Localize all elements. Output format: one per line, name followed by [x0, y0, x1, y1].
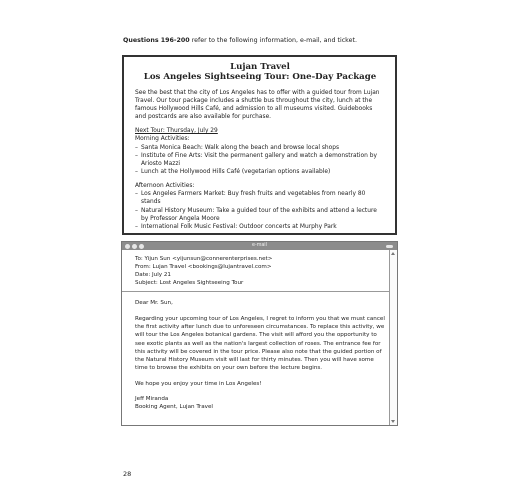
email-title-bar: [122, 242, 397, 250]
next-tour-date: Next Tour: Thursday, July 29: [135, 128, 218, 135]
tour-name: Los Angeles Sightseeing Tour: One-Day Package: [143, 71, 377, 82]
email-greeting: Dear Mr. Sun,: [135, 300, 173, 307]
tour-description: See the best that the city of Los Angeles has to offer with a guided tour from Lujan Travel. Our tour package includes a shuttle bus throughout the city, lunch at the famous Hollywood Hills Café, and admission to all museums visited. Guidebooks and postcards are also available for purchase.: [135, 89, 380, 121]
email-window-title: e-mail: [252, 243, 267, 248]
company-name: Lujan Travel: [230, 62, 290, 72]
question-range: Questions 196-200: [123, 37, 190, 44]
list-item: – International Folk Music Festival: Outdoor concerts at Murphy Park: [135, 223, 337, 230]
email-body: [122, 292, 397, 411]
window-toolbar-button-icon[interactable]: [386, 245, 393, 248]
page-number: 28: [123, 470, 132, 478]
list-item: – Institute of Fine Arts: Visit the permanent gallery and watch a demonstration by Ariosto Mazzi: [135, 152, 377, 167]
email-date: Date: July 21: [135, 272, 171, 279]
list-item: – Natural History Museum: Take a guided tour of the exhibits and attend a lecture by Professor Angela Moore: [135, 207, 377, 222]
morning-heading: Morning Activities:: [135, 136, 190, 143]
email-window: [121, 241, 398, 426]
tour-information-box: [122, 55, 397, 235]
email-paragraph: We hope you enjoy your time in Los Angeles!: [135, 380, 262, 387]
signature-title: Booking Agent, Lujan Travel: [135, 404, 213, 411]
signature-name: Jeff Miranda: [135, 395, 169, 402]
question-intro: [123, 37, 357, 44]
email-subject: Subject: Lost Angeles Sightseeing Tour: [135, 280, 244, 287]
email-to: To: Yijun Sun <yijunsun@connerenterprises.net>: [135, 256, 273, 262]
question-intro-text: refer to the following information, e-mail, and ticket.: [189, 37, 357, 44]
email-scrollbar[interactable]: [389, 250, 397, 425]
scroll-down-icon[interactable]: [391, 420, 395, 423]
list-item: – Lunch at the Hollywood Hills Café (vegetarian options available): [135, 169, 331, 176]
email-from: From: Lujan Travel <bookings@lujantravel.com>: [135, 264, 272, 271]
list-item: – Santa Monica Beach: Walk along the beach and browse local shops: [135, 144, 340, 151]
list-item: – Los Angeles Farmers Market: Buy fresh fruits and vegetables from nearly 80 stands: [135, 191, 366, 206]
email-headers: [122, 250, 397, 292]
email-paragraph: Regarding your upcoming tour of Los Angeles, I regret to inform you that we must cancel the first activity after lunch due to unforeseen circumstances. To replace this activity, we will tour the Los Angeles botanical gardens. The visit will afford you the opportunity to see exotic plants as well as the nation's largest collection of roses. The entrance fee for this activity will be covered in the tour price. Please also note that the guided portion of the Natural History Museum visit will last for thirty minutes. Then you will have some time to browse the exhibits on your own before the lecture begins.: [135, 315, 385, 372]
scroll-up-icon[interactable]: [391, 252, 395, 255]
tour-info-title: [135, 63, 385, 83]
afternoon-heading: Afternoon Activities:: [135, 183, 195, 190]
